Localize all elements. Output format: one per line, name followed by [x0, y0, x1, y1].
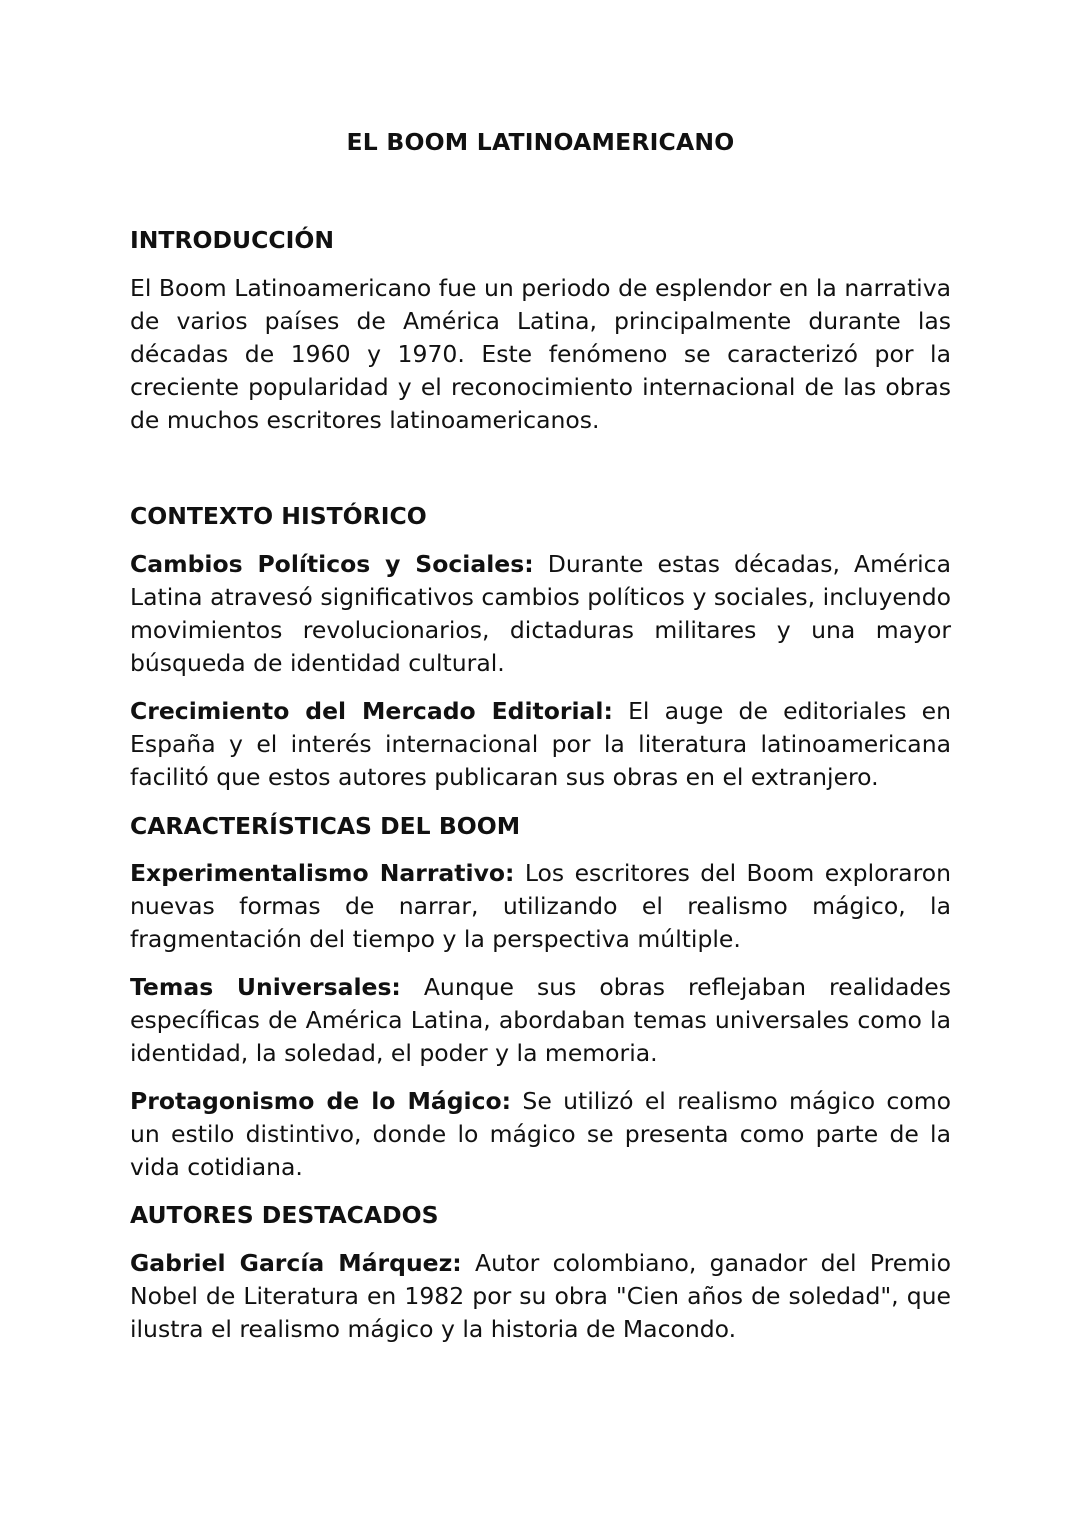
contexto-item-cambios	[130, 548, 951, 680]
caracteristicas-item-magico	[130, 1085, 951, 1184]
contexto-item-mercado	[130, 695, 951, 794]
term-description: Se utilizó el realismo mágico como un estilo distintivo, donde lo mágico se presenta como parte de la vida cotidiana.	[130, 1087, 951, 1181]
term-description: Aunque sus obras reflejaban realidades específicas de América Latina, abordaban temas universales como la identidad, la soledad, el poder y la memoria.	[130, 973, 951, 1067]
term-description: Durante estas décadas, América Latina atravesó significativos cambios políticos y sociales, incluyendo movimientos revolucionarios, dictaduras militares y una mayor búsqueda de identidad cultural.	[130, 550, 951, 677]
term-label: Experimentalismo Narrativo:	[130, 859, 515, 887]
caracteristicas-item-temas	[130, 971, 951, 1070]
caracteristicas-item-experimentalismo	[130, 857, 951, 956]
section-heading-caracteristicas: CARACTERÍSTICAS DEL BOOM	[130, 812, 521, 840]
term-description: Los escritores del Boom exploraron nuevas formas de narrar, utilizando el realismo mágico, la fragmentación del tiempo y la perspectiva múltiple.	[130, 859, 951, 953]
term-label: Protagonismo de lo Mágico:	[130, 1087, 512, 1115]
term-label: Temas Universales:	[130, 973, 401, 1001]
page-title: EL BOOM LATINOAMERICANO	[346, 128, 735, 156]
term-label: Crecimiento del Mercado Editorial:	[130, 697, 613, 725]
intro-paragraph: El Boom Latinoamericano fue un periodo de esplendor en la narrativa de varios países de América Latina, principalmente durante las décadas de 1960 y 1970. Este fenómeno se caracterizó por la creciente popularidad y el reconocimiento internacional de las obras de muchos escritores latinoamericanos.	[130, 274, 951, 434]
section-heading-introduccion: INTRODUCCIÓN	[130, 226, 334, 254]
autores-item-garcia-marquez	[130, 1247, 951, 1346]
term-description: Autor colombiano, ganador del Premio Nobel de Literatura en 1982 por su obra "Cien años de soledad", que ilustra el realismo mágico y la historia de Macondo.	[130, 1249, 951, 1343]
term-label: Gabriel García Márquez:	[130, 1249, 462, 1277]
term-label: Cambios Políticos y Sociales:	[130, 550, 534, 578]
section-heading-contexto: CONTEXTO HISTÓRICO	[130, 502, 427, 530]
term-description: El auge de editoriales en España y el interés internacional por la literatura latinoamericana facilitó que estos autores publicaran sus obras en el extranjero.	[130, 697, 951, 791]
section-heading-autores: AUTORES DESTACADOS	[130, 1201, 439, 1229]
